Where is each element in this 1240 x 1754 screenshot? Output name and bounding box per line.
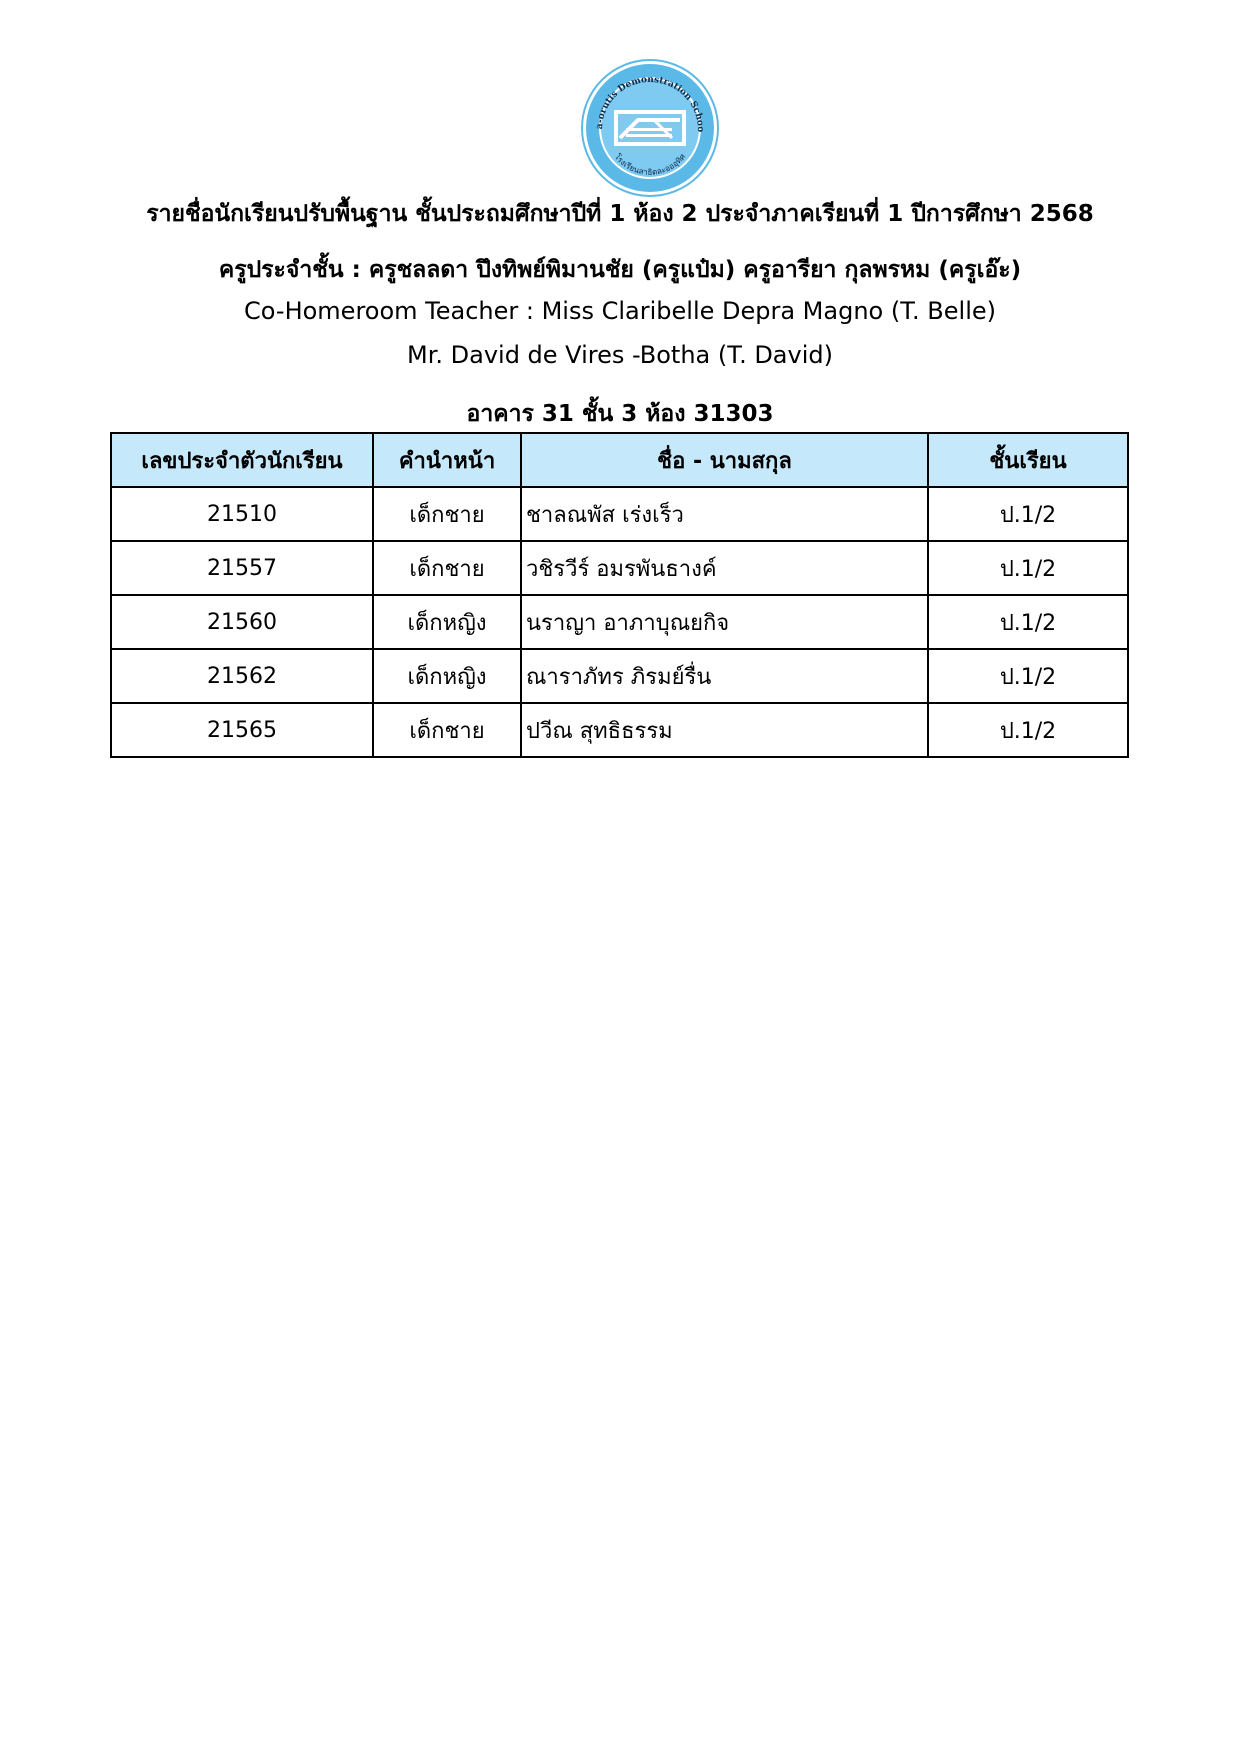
name-prefix: เด็กหญิง bbox=[373, 649, 521, 703]
student-id: 21560 bbox=[111, 595, 373, 649]
building-icon bbox=[614, 110, 686, 146]
table-row bbox=[111, 541, 1128, 595]
student-name: วชิรวีร์ อมรพันธางค์ bbox=[521, 541, 928, 595]
student-table bbox=[110, 432, 1129, 758]
co-homeroom-teacher: Co-Homeroom Teacher : Miss Claribelle Depra Magno (T. Belle) bbox=[244, 297, 996, 325]
column-header-prefix: คำนำหน้า bbox=[373, 433, 521, 487]
student-id: 21510 bbox=[111, 487, 373, 541]
classroom-location: อาคาร 31 ชั้น 3 ห้อง 31303 bbox=[466, 401, 774, 427]
table-row bbox=[111, 595, 1128, 649]
table-row bbox=[111, 487, 1128, 541]
name-prefix: เด็กชาย bbox=[373, 703, 521, 757]
class-level: ป.1/2 bbox=[928, 595, 1128, 649]
table-row bbox=[111, 703, 1128, 757]
svg-text:โรงเรียนสาธิตละอออุทิศ: โรงเรียนสาธิตละอออุทิศ bbox=[612, 152, 688, 177]
table-row bbox=[111, 649, 1128, 703]
student-name: ณาราภัทร ภิรมย์รื่น bbox=[521, 649, 928, 703]
column-header-class: ชั้นเรียน bbox=[928, 433, 1128, 487]
class-level: ป.1/2 bbox=[928, 541, 1128, 595]
school-logo-graphic bbox=[580, 58, 720, 198]
table-header-row bbox=[111, 433, 1128, 487]
column-header-full-name: ชื่อ - นามสกุล bbox=[521, 433, 928, 487]
class-level: ป.1/2 bbox=[928, 703, 1128, 757]
student-name: ชาลณพัส เร่งเร็ว bbox=[521, 487, 928, 541]
name-prefix: เด็กหญิง bbox=[373, 595, 521, 649]
name-prefix: เด็กชาย bbox=[373, 541, 521, 595]
column-header-student-id: เลขประจำตัวนักเรียน bbox=[111, 433, 373, 487]
svg-text:La-orutis Demonstration School: a-orutis Demonstration Schoo bbox=[594, 74, 706, 133]
student-id: 21557 bbox=[111, 541, 373, 595]
student-id: 21565 bbox=[111, 703, 373, 757]
school-logo bbox=[580, 58, 720, 198]
co-homeroom-teacher-2: Mr. David de Vires -Botha (T. David) bbox=[407, 341, 833, 369]
name-prefix: เด็กชาย bbox=[373, 487, 521, 541]
homeroom-teachers: ครูประจำชั้น : ครูชลลดา ปึงทิพย์พิมานชัย (ครูแป๋ม) ครูอารียา กุลพรหม (ครูเอ๊ะ) bbox=[218, 257, 1022, 283]
student-name: ปวีณ สุทธิธรรม bbox=[521, 703, 928, 757]
class-level: ป.1/2 bbox=[928, 649, 1128, 703]
class-level: ป.1/2 bbox=[928, 487, 1128, 541]
document-title: รายชื่อนักเรียนปรับพื้นฐาน ชั้นประถมศึกษาปีที่ 1 ห้อง 2 ประจำภาคเรียนที่ 1 ปีการศึกษา 2568 bbox=[146, 201, 1094, 227]
student-id: 21562 bbox=[111, 649, 373, 703]
student-name: นราญา อาภาบุณยกิจ bbox=[521, 595, 928, 649]
